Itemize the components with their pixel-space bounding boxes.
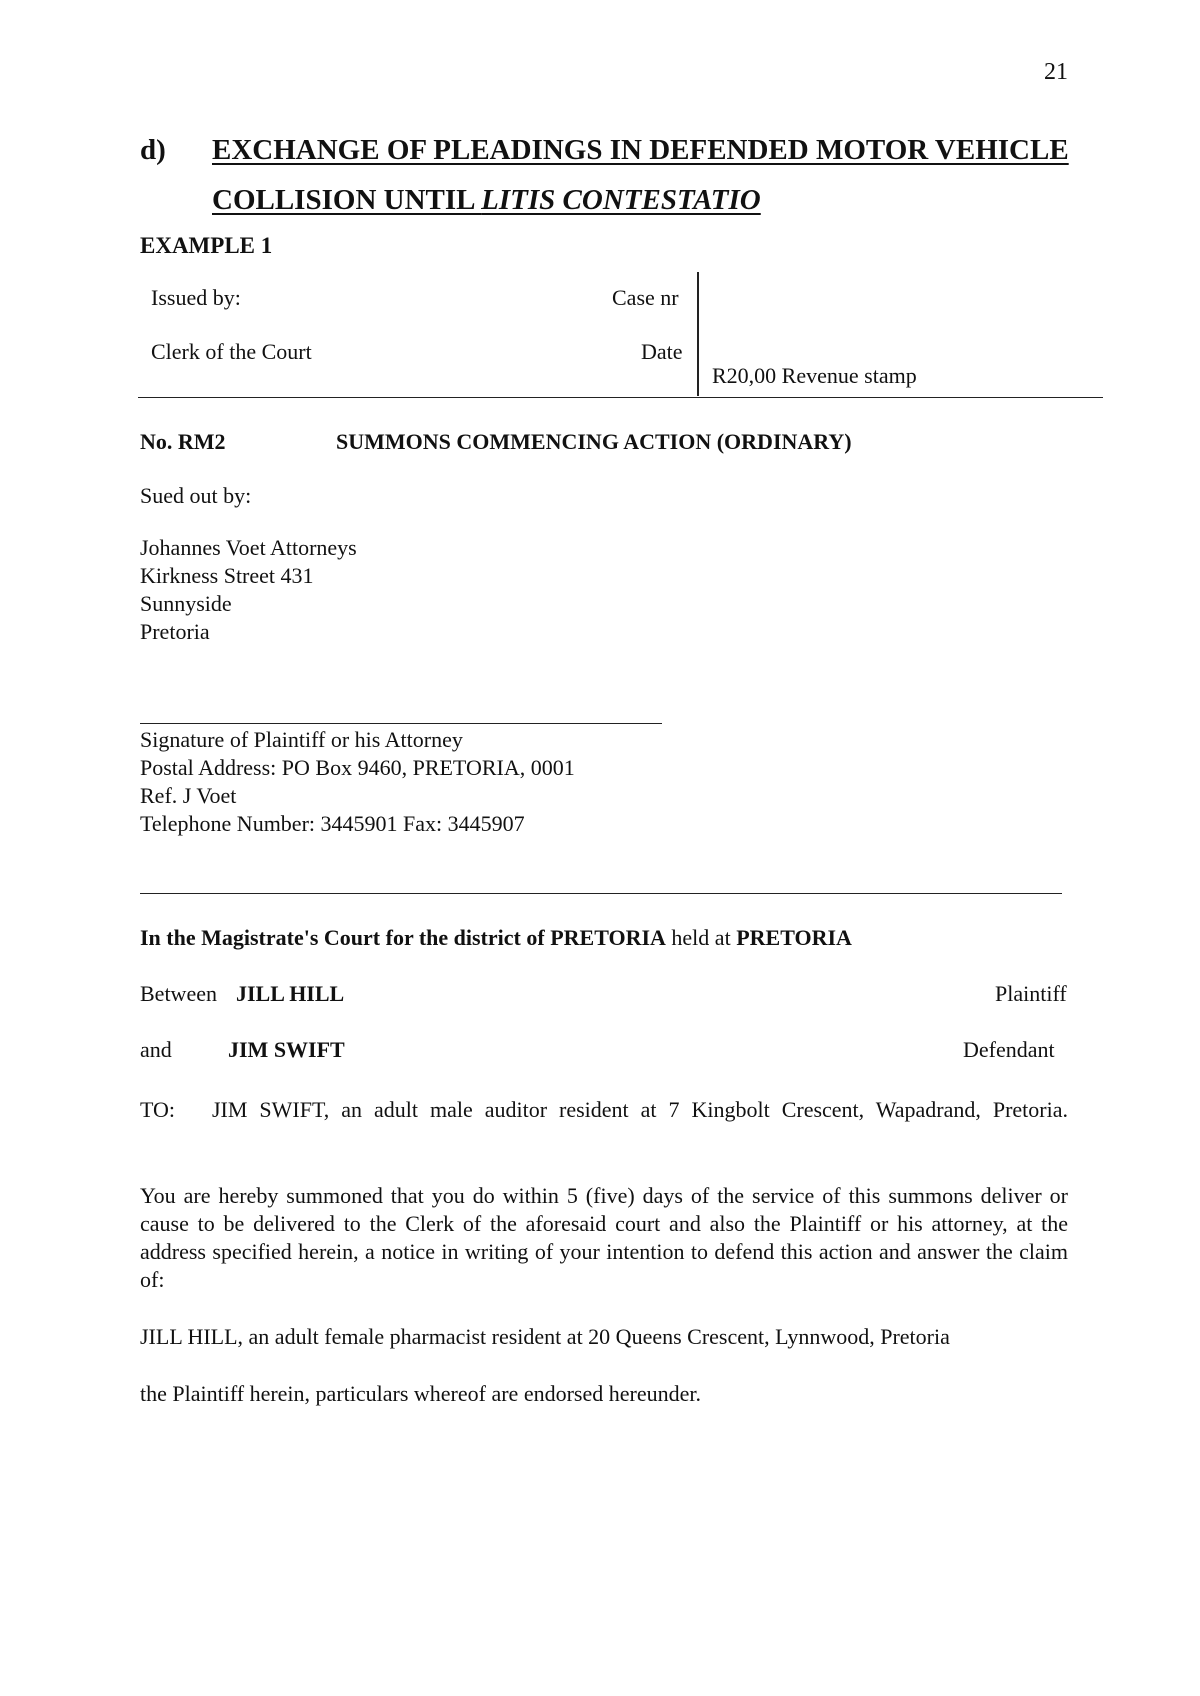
form-title: SUMMONS COMMENCING ACTION (ORDINARY) bbox=[336, 429, 852, 454]
section-heading-line1: EXCHANGE OF PLEADINGS IN DEFENDED MOTOR VEHICLE bbox=[212, 134, 1069, 166]
to-recipient: JIM SWIFT, an adult male auditor resident at 7 Kingbolt Crescent, Wapadrand, Pretoria. bbox=[212, 1097, 1068, 1122]
issued-by-label: Issued by: bbox=[151, 285, 241, 310]
example-label: EXAMPLE 1 bbox=[140, 233, 273, 258]
sued-out-by-label: Sued out by: bbox=[140, 483, 252, 508]
page-number: 21 bbox=[1044, 59, 1068, 85]
plaintiff-name: JILL HILL bbox=[236, 981, 345, 1006]
court-line bbox=[140, 924, 852, 952]
between-label: Between bbox=[140, 981, 217, 1006]
box-bottom-rule bbox=[138, 397, 1103, 398]
court-line-part1: In the Magistrate's Court for the district of bbox=[140, 925, 551, 950]
postal-address: Postal Address: PO Box 9460, PRETORIA, 0001 bbox=[140, 755, 575, 780]
court-place: PRETORIA bbox=[736, 925, 852, 950]
defendant-role: Defendant bbox=[963, 1037, 1055, 1062]
claimant-line: JILL HILL, an adult female pharmacist resident at 20 Queens Crescent, Lynnwood, Pretoria bbox=[140, 1324, 950, 1349]
heading-line2-italic: LITIS CONTESTATIO bbox=[481, 184, 761, 216]
box-vertical-divider bbox=[697, 272, 699, 396]
address-line: Pretoria bbox=[140, 619, 210, 644]
section-heading-line2 bbox=[212, 182, 761, 218]
case-number-label: Case nr bbox=[612, 285, 679, 310]
reference: Ref. J Voet bbox=[140, 783, 237, 808]
plaintiff-role: Plaintiff bbox=[995, 981, 1067, 1006]
closing-line: the Plaintiff herein, particulars whereof are endorsed hereunder. bbox=[140, 1381, 701, 1406]
section-divider bbox=[140, 893, 1062, 894]
address-line: Kirkness Street 431 bbox=[140, 563, 314, 588]
court-district: PRETORIA bbox=[550, 925, 666, 950]
section-label: d) bbox=[140, 134, 166, 166]
telephone-fax: Telephone Number: 3445901 Fax: 3445907 bbox=[140, 811, 525, 836]
summons-paragraph: You are hereby summoned that you do within 5 (five) days of the service of this summons deliver or cause to be delivered to the Clerk of the aforesaid court and also the Plaintiff or his attorney, at the address specified herein, a notice in writing of your intention to defend this action and answer the claim of: bbox=[140, 1183, 1068, 1292]
address-line: Johannes Voet Attorneys bbox=[140, 535, 357, 560]
heading-line2-prefix: COLLISION UNTIL bbox=[212, 184, 482, 216]
defendant-name: JIM SWIFT bbox=[228, 1037, 345, 1062]
signature-caption: Signature of Plaintiff or his Attorney bbox=[140, 727, 463, 752]
date-label: Date bbox=[641, 339, 683, 364]
and-label: and bbox=[140, 1037, 172, 1062]
revenue-stamp-label: R20,00 Revenue stamp bbox=[712, 363, 917, 388]
clerk-label: Clerk of the Court bbox=[151, 339, 312, 364]
to-label: TO: bbox=[140, 1097, 176, 1122]
signature-line bbox=[140, 723, 662, 724]
address-line: Sunnyside bbox=[140, 591, 232, 616]
court-line-part2: held at bbox=[665, 925, 737, 950]
form-number: No. RM2 bbox=[140, 429, 226, 454]
